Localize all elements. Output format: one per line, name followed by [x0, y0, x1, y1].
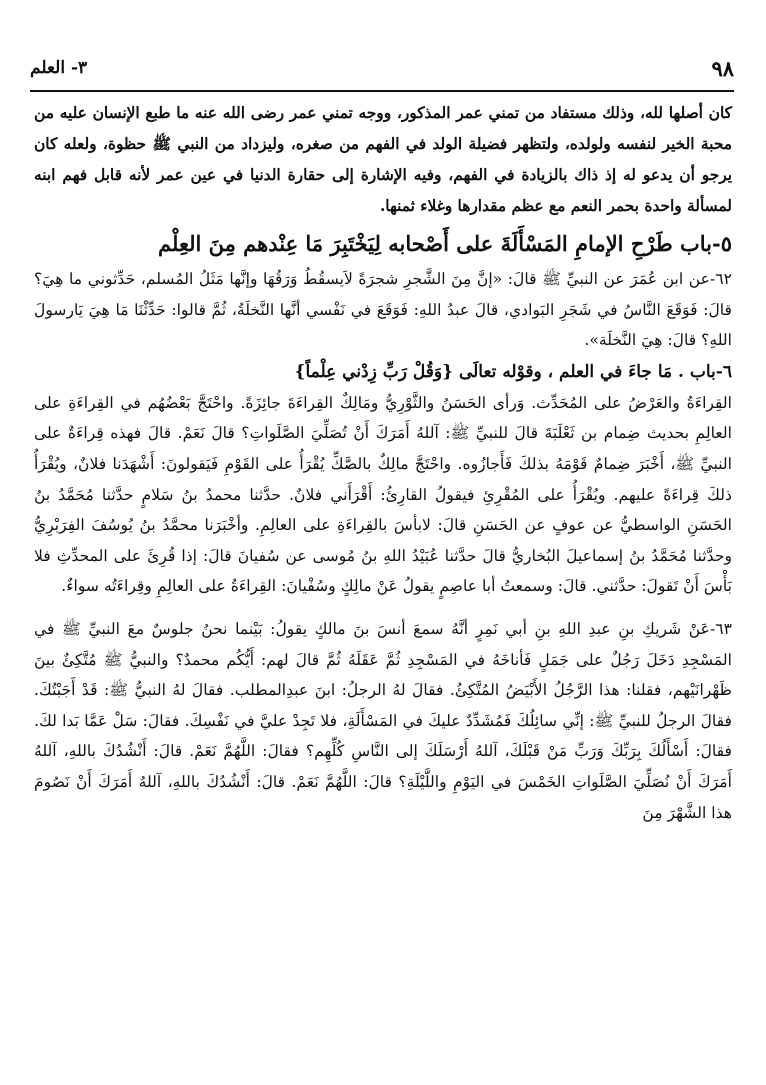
paragraph-gap: [34, 602, 732, 614]
page-header: [30, 56, 734, 86]
page-body: [34, 98, 732, 828]
page-number: ٩٨: [711, 56, 734, 81]
running-title: ٣- العلم: [30, 58, 88, 78]
chapter-6-text: القِراءَةُ والعَرْضُ على المُحَدِّث. وَرأى الحَسَنُ والثَّوْرِيُّ ومَالِكٌ القِراءَةَ جائِزَةً. واحْتَجَّ بَعْضُهُم في القِراءَةِ على العالِمِ بحديث ضِمام بن ثَعْلَبَةَ قالَ للنبيِّ ﷺ: آللهُ أَمَرَكَ أَنْ تُصَلِّيَ الصَّلَواتِ؟ قالَ نَعَمْ. قالَ فهذه قِراءَةٌ على النبيِّ ﷺ، أَخْبَرَ ضِمامٌ قَوْمَهُ بذلكَ فَأَجازُوه. واحْتَجَّ مالِكٌ بالصَّكِّ يُقْرَأُ على القَوْمِ فَيَقولونَ: أَشْهَدَنا فلانٌ، ويُقْرَأُ ذلكَ قِراءَةً عليهم. ويُقْرَأُ على المُقْرِئِ فيقولُ القارِئُ: أَقْرَأَني فلانٌ. حدَّثنا محمدُ بنُ سَلامٍ حدَّثنا مُحَمَّدُ بنُ الحَسَنِ الواسطيُّ عن عوفٍ عن الحَسَنِ قالَ: لابأسَ بالقِراءَةِ على العالِمِ. وأخْبَرَنا محمَّدُ بنُ يُوسُفَ الفِرَبْرِيُّ وحدَّثنا مُحَمَّدُ بنُ إسماعيلَ البُخاريُّ قالَ حدَّثنا عُبَيْدُ اللهِ بنُ مُوسى عن سُفيانَ قالَ: إذا قُرِئَ على المحدِّثِ فلا بَأْسَ أَنْ تَقولَ: حدَّثني. قالَ: وسمعتُ أبا عاصِمٍ يقولُ عَنْ مالِكٍ وسُفْيانَ: القِراءَةُ على العالِمِ وقِراءَتُه سواءٌ.: [34, 393, 732, 596]
header-rule: [30, 90, 734, 92]
commentary-paragraph: كان أصلها لله، وذلك مستفاد من تمني عمر المذكور، ووجه تمني عمر رضى الله عنه ما طبع الإنسان عليه من محبة الخير لنفسه ولولده، ولتظهر فضيلة الولد في الفهم من صغره، وليزداد من النبي ﷺ حظوة، ولعله كان يرجو أن يدعو له إذ ذاك بالزيادة في الفهم، وفيه الإشارة إلى حقارة الدنيا في عين عمر لأنه قابل فهم ابنه لمسألة واحدة بحمر النعم مع عظم مقدارها وغلاء ثمنها.: [34, 104, 732, 215]
chapter-6-heading: ٦-باب . مَا جاءَ في العلم ، وقوْله تعالَى {وَقُلْ رَبِّ زِدْني عِلْماً}: [294, 361, 732, 382]
hadith-62: ٦٢-عن ابن عُمَرَ عن النبيِّ ﷺ قالَ: «إنَّ مِنَ الشَّجرِ شجرَةً لاَيسقُطُ وَرَقُهَا وإنَّها مَثَلُ المُسلم، حَدِّثوني ما هِيَ؟ قالَ: فَوَقَعَ النَّاسُ في شَجَرِ البَوادي، قالَ عبدُ اللهِ: فَوَقَعَ في نَفْسي أنَّها النَّخلَةُ، ثُمَّ قالوا: حَدِّثْنَا مَا هِيَ يَارسولَ اللهِ؟ قالَ: هِيَ النَّخلَة».: [34, 270, 732, 350]
hadith-63: ٦٣-عَنْ شَريكِ بنِ عبدِ اللهِ بنِ أبي نَمِرٍ أنَّهُ سمعَ أنسَ بنَ مالكٍ يقولُ: بَيْنما نحنُ جلوسٌ معَ النبيِّ ﷺ في المَسْجِدِ دَخَلَ رَجُلٌ على جَمَلٍ فَأناخَهُ في المَسْجِدِ ثُمَّ عَقَلَهُ ثُمَّ قالَ لهم: أَيُّكُم محمدٌ؟ والنبيُّ ﷺ مُتَّكِئٌ بينَ ظَهْرانَيْهم، فقلنا: هذا الرَّجُلُ الأَبْيَضُ المُتَّكِئُ. فقالَ لهُ الرجلُ: ابنَ عبدِالمطلب. فقالَ لهُ النبيُّ ﷺ: قَدْ أَجَبْتُكَ. فقالَ الرجلُ للنبيِّ ﷺ: إنِّي سائِلُكَ فَمُشَدِّدٌ عليكَ في المَسْأَلَةِ، فلا تَجِدْ عليَّ في نَفْسِكَ. فقالَ: سَلْ عَمَّا بَدا لكَ. فقالَ: أَسْأَلُكَ بِرَبِّكَ وَرَبِّ مَنْ قَبْلَكَ، آللهُ أَرْسَلَكَ إلى النَّاسِ كُلِّهِم؟ فقالَ: اللَّهُمَّ نَعَمْ. قالَ: أَنْشُدُكَ باللهِ، آللهُ أَمَرَكَ أَنْ نُصَلِّيَ الصَّلَواتِ الخَمْسَ في اليَوْمِ واللَّيْلَةِ؟ قالَ: اللَّهُمَّ نَعَمْ. قالَ: أَنْشُدُكَ باللهِ، آللهُ أَمَرَكَ أَنْ نَصُومَ هذا الشَّهْرَ مِنَ: [34, 619, 732, 822]
chapter-5-heading: ٥-باب طَرْحِ الإمامِ المَسْأَلَةَ على أَصْحابه لِيَخْتَبِرَ مَا عِنْدهم مِنَ العِلْم: [158, 231, 732, 256]
